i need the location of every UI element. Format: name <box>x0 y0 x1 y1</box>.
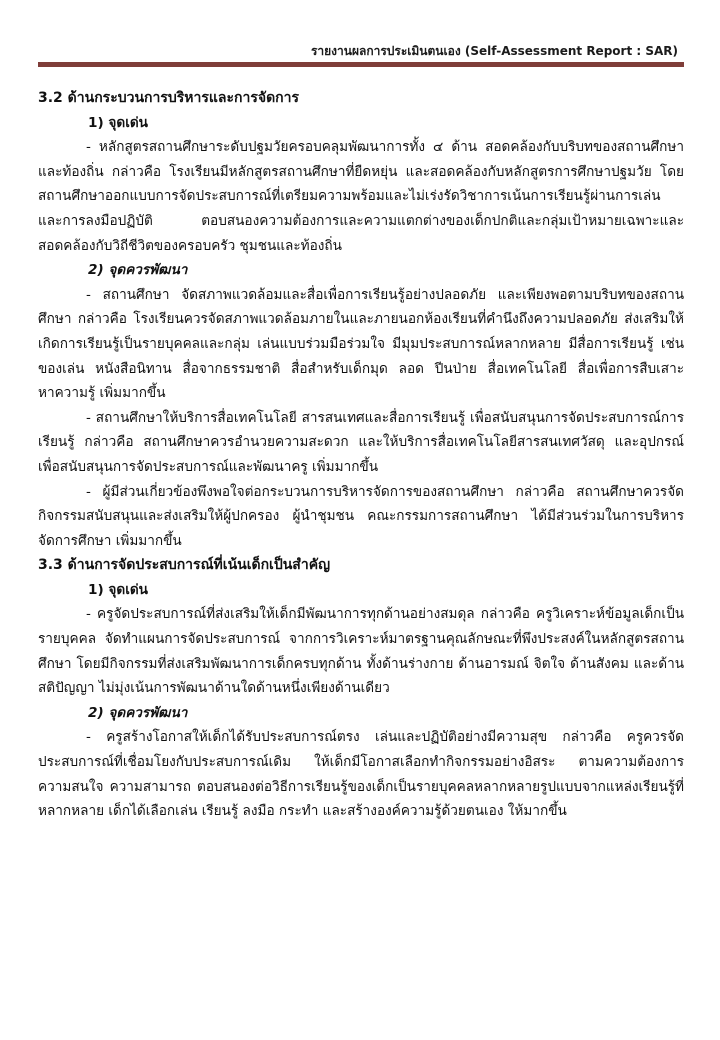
section-3-3-improve-heading: 2) จุดควรพัฒนา <box>88 704 188 721</box>
section-3-2-improve-paragraph-2: - สถานศึกษาให้บริการสื่อเทคโนโลยี สารสนเทศและสื่อการเรียนรู้ เพื่อสนับสนุนการจัดประสบการณ์การเรียนรู้ กล่าวคือ สถานศึกษาควรอำนวยความสะดวก และให้บริการสื่อเทคโนโลยีสารสนเทศวัสดุ และอุปกรณ์ เพื่อสนับสนุนการจัดประสบการณ์และพัฒนาครู เพิ่มมากขึ้น <box>38 409 684 475</box>
section-3-2-improve-paragraph-1: - สถานศึกษา จัดสภาพแวดล้อมและสื่อเพื่อการเรียนรู้อย่างปลอดภัย และเพียงพอตามบริบทของสถานศึกษา กล่าวคือ โรงเรียนควรจัดสภาพแวดล้อมภายในและภายนอกห้องเรียนที่คำนึงถึงความปลอดภัย ส่งเสริมให้เกิดการเรียนรู้เป็นรายบุคคลและกลุ่ม เล่นแบบร่วมมือร่วมใจ มีมุมประสบการณ์หลากหลาย มีสื่อการเรียนรู้ เช่น ของเล่น หนังสือนิทาน สื่อจากธรรมชาติ สื่อสำหรับเด็กมุด ลอด ปีนป่าย สื่อเทคโนโลยี สื่อเพื่อการสืบเสาะหาความรู้ เพิ่มมากขึ้น <box>38 286 684 402</box>
section-3-3-strengths-heading: 1) จุดเด่น <box>88 581 148 598</box>
section-3-2-improve-paragraph-3: - ผู้มีส่วนเกี่ยวข้องพึงพอใจต่อกระบวนการบริหารจัดการของสถานศึกษา กล่าวคือ สถานศึกษาควรจัดกิจกรรมสนับสนุนและส่งเสริมให้ผู้ปกครอง ผู้นำชุมชน คณะกรรมการสถานศึกษา ได้มีส่วนร่วมในการบริหารจัดการศึกษา เพิ่มมากขึ้น <box>38 483 684 549</box>
section-3-2-strength-paragraph: - หลักสูตรสถานศึกษาระดับปฐมวัยครอบคลุมพัฒนาการทั้ง ๔ ด้าน สอดคล้องกับบริบทของสถานศึกษาและท้องถิ่น กล่าวคือ โรงเรียนมีหลักสูตรสถานศึกษาที่ยืดหยุ่น และสอดคล้องกับหลักสูตรการศึกษาปฐมวัย โดยสถานศึกษาออกแบบการจัดประสบการณ์ที่เตรียมความพร้อมและไม่เร่งรัดวิชาการเน้นการเรียนรู้ผ่านการเล่นและการลงมือปฏิบัติ ตอบสนองความต้องการและความแตกต่างของเด็กปกติและกลุ่มเป้าหมายเฉพาะและสอดคล้องกับวิถีชีวิตของครอบครัว ชุมชนและท้องถิ่น <box>38 139 684 254</box>
section-3-3-improve-paragraph: - ครูสร้างโอกาสให้เด็กได้รับประสบการณ์ตรง เล่นและปฏิบัติอย่างมีความสุข กล่าวคือ ครูควรจัดประสบการณ์ที่เชื่อมโยงกับประสบการณ์เดิม ให้เด็กมีโอกาสเลือกทำกิจกรรมอย่างอิสระ ตามความต้องการ ความสนใจ ความสามารถ ตอบสนองต่อวิธีการเรียนรู้ของเด็กเป็นรายบุคคลหลากหลายรูปแบบจากแหล่งเรียนรู้ที่หลากหลาย เด็กได้เลือกเล่น เรียนรู้ ลงมือ กระทำ และสร้างองค์ความรู้ด้วยตนเอง ให้มากขึ้น <box>38 729 684 820</box>
section-3-2-strengths-heading: 1) จุดเด่น <box>88 114 148 131</box>
header-divider <box>38 62 684 67</box>
section-3-2-improve-heading: 2) จุดควรพัฒนา <box>88 262 188 279</box>
report-header-title: รายงานผลการประเมินตนเอง (Self-Assessment Report : SAR) <box>310 44 678 58</box>
section-3-3-strength-paragraph: - ครูจัดประสบการณ์ที่ส่งเสริมให้เด็กมีพัฒนาการทุกด้านอย่างสมดุล กล่าวคือ ครูวิเคราะห์ข้อมูลเด็กเป็นรายบุคคล จัดทำแผนการจัดประสบการณ์ จากการวิเคราะห์มาตรฐานคุณลักษณะที่พึงประสงค์ในหลักสูตรสถานศึกษา โดยมีกิจกรรมที่ส่งเสริมพัฒนาการเด็กครบทุกด้าน ทั้งด้านร่างกาย ด้านอารมณ์ จิตใจ ด้านสังคม และด้านสติปัญญา ไม่มุ่งเน้นการพัฒนาด้านใดด้านหนึ่งเพียงด้านเดียว <box>38 606 684 697</box>
section-3-3-title: 3.3 ด้านการจัดประสบการณ์ที่เน้นเด็กเป็นสำคัญ <box>38 557 331 574</box>
document-body <box>38 86 684 824</box>
section-3-2-title: 3.2 ด้านกระบวนการบริหารและการจัดการ <box>38 90 300 106</box>
